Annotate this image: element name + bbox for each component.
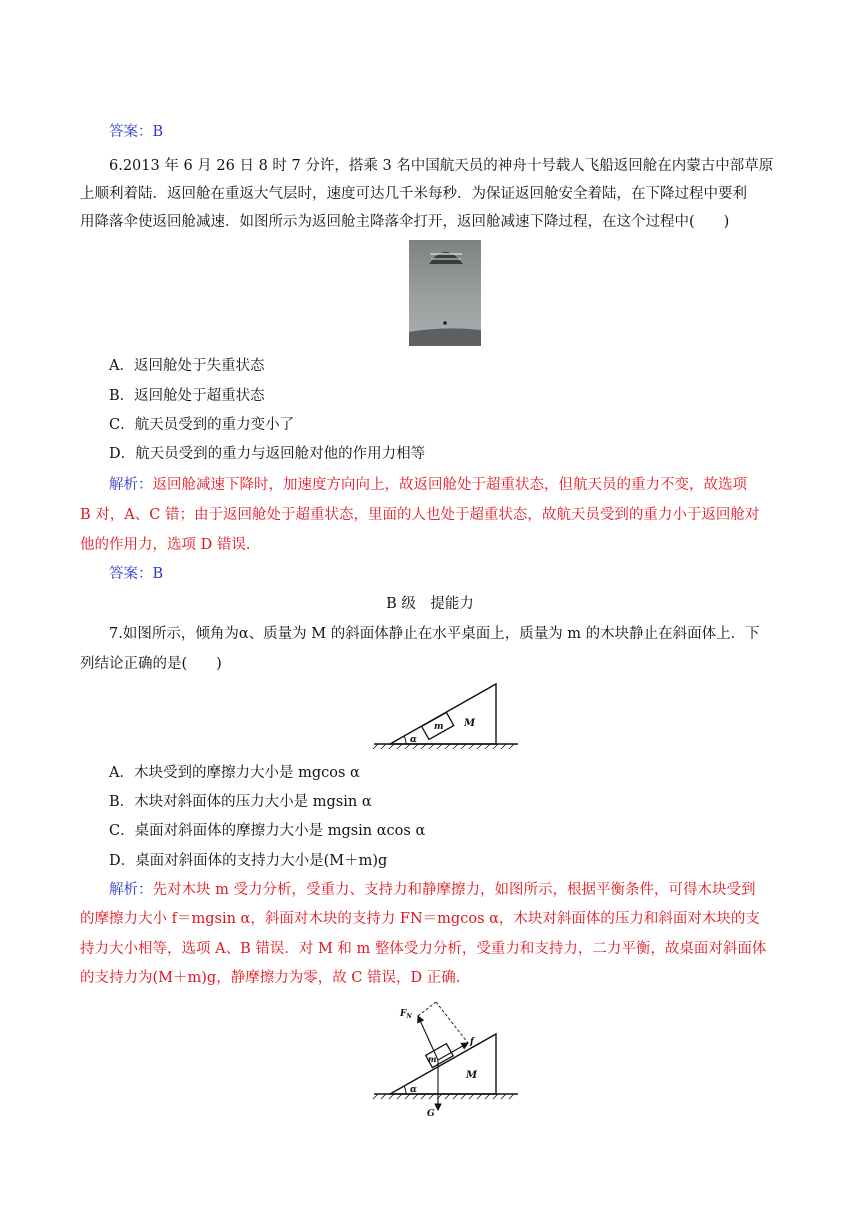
q6-option-a: A．返回舱处于失重状态 — [109, 358, 265, 374]
analysis-label: 解析： — [109, 882, 153, 898]
label-m: m — [434, 722, 444, 732]
label-gravity: G — [427, 1109, 435, 1118]
q6-option-b: B．返回舱处于超重状态 — [109, 388, 265, 404]
q7-option-d: D．桌面对斜面体的支持力大小是(M＋m)g — [109, 853, 388, 869]
label-friction: f — [470, 1037, 474, 1047]
q6-analysis-line-3: 他的作用力，选项 D 错误. — [80, 537, 251, 553]
label-normal-force: $F_N$ — [400, 1009, 412, 1020]
parachute-photo — [409, 240, 481, 346]
section-title: B 级 提能力 — [386, 596, 474, 612]
q7-stem-line-2: 列结论正确的是( ) — [80, 656, 222, 672]
incline-figure — [370, 680, 530, 750]
q6-stem-line-2: 上顺利着陆．返回舱在重返大气层时，速度可达几千米每秒．为保证返回舱安全着陆，在下降过程中要利 — [80, 186, 747, 202]
q7-analysis-line-3: 持力大小相等，选项 A、B 错误．对 M 和 m 整体受力分析，受重力和支持力，二力平衡，故桌面对斜面体 — [80, 941, 767, 957]
label-alpha: α — [410, 735, 417, 745]
q6-stem-line-1: 6.2013 年 6 月 26 日 8 时 7 分许，搭乘 3 名中国航天员的神舟十号载人飞船返回舱在内蒙古中部草原 — [109, 158, 774, 174]
q7-stem-line-1: 7.如图所示，倾角为α、质量为 M 的斜面体静止在水平桌面上，质量为 m 的木块静止在斜面体上．下 — [109, 626, 760, 642]
force-diagram — [370, 998, 530, 1118]
q7-analysis-line-1 — [109, 880, 779, 900]
q6-analysis-line-1 — [109, 475, 779, 495]
q6-stem-line-3: 用降落伞使返回舱减速．如图所示为返回舱主降落伞打开，返回舱减速下降过程，在这个过程中( ) — [80, 214, 730, 230]
label-M: M — [466, 1070, 478, 1081]
analysis-text: 先对木块 m 受力分析，受重力、支持力和静摩擦力，如图所示，根据平衡条件，可得木块受到 — [152, 882, 756, 898]
q7-analysis-line-2: 的摩擦力大小 f＝mgsin α，斜面对木块的支持力 FN＝mgcos α，木块对斜面体的压力和斜面对木块的支 — [80, 911, 760, 927]
q6-option-c: C．航天员受到的重力变小了 — [109, 417, 295, 433]
previous-answer: 答案：B — [109, 124, 164, 140]
label-alpha: α — [410, 1085, 417, 1095]
q7-option-b: B．木块对斜面体的压力大小是 mgsin α — [109, 794, 372, 810]
q7-analysis-line-4: 的支持力为(M＋m)g，静摩擦力为零，故 C 错误，D 正确. — [80, 970, 461, 986]
q6-option-d: D．航天员受到的重力与返回舱对他的作用力相等 — [109, 446, 426, 462]
q7-option-a: A．木块受到的摩擦力大小是 mgcos α — [109, 765, 360, 781]
analysis-text: 返回舱减速下降时，加速度方向向上，故返回舱处于超重状态，但航天员的重力不变，故选项 — [152, 477, 747, 493]
label-m: m — [428, 1054, 437, 1064]
label-M: M — [464, 718, 476, 729]
q6-answer: 答案：B — [109, 566, 164, 582]
q7-option-c: C．桌面对斜面体的摩擦力大小是 mgsin αcos α — [109, 823, 426, 839]
q6-analysis-line-2: B 对，A、C 错；由于返回舱处于超重状态，里面的人也处于超重状态，故航天员受到的重力小于返回舱对 — [80, 507, 760, 523]
analysis-label: 解析： — [109, 477, 153, 493]
